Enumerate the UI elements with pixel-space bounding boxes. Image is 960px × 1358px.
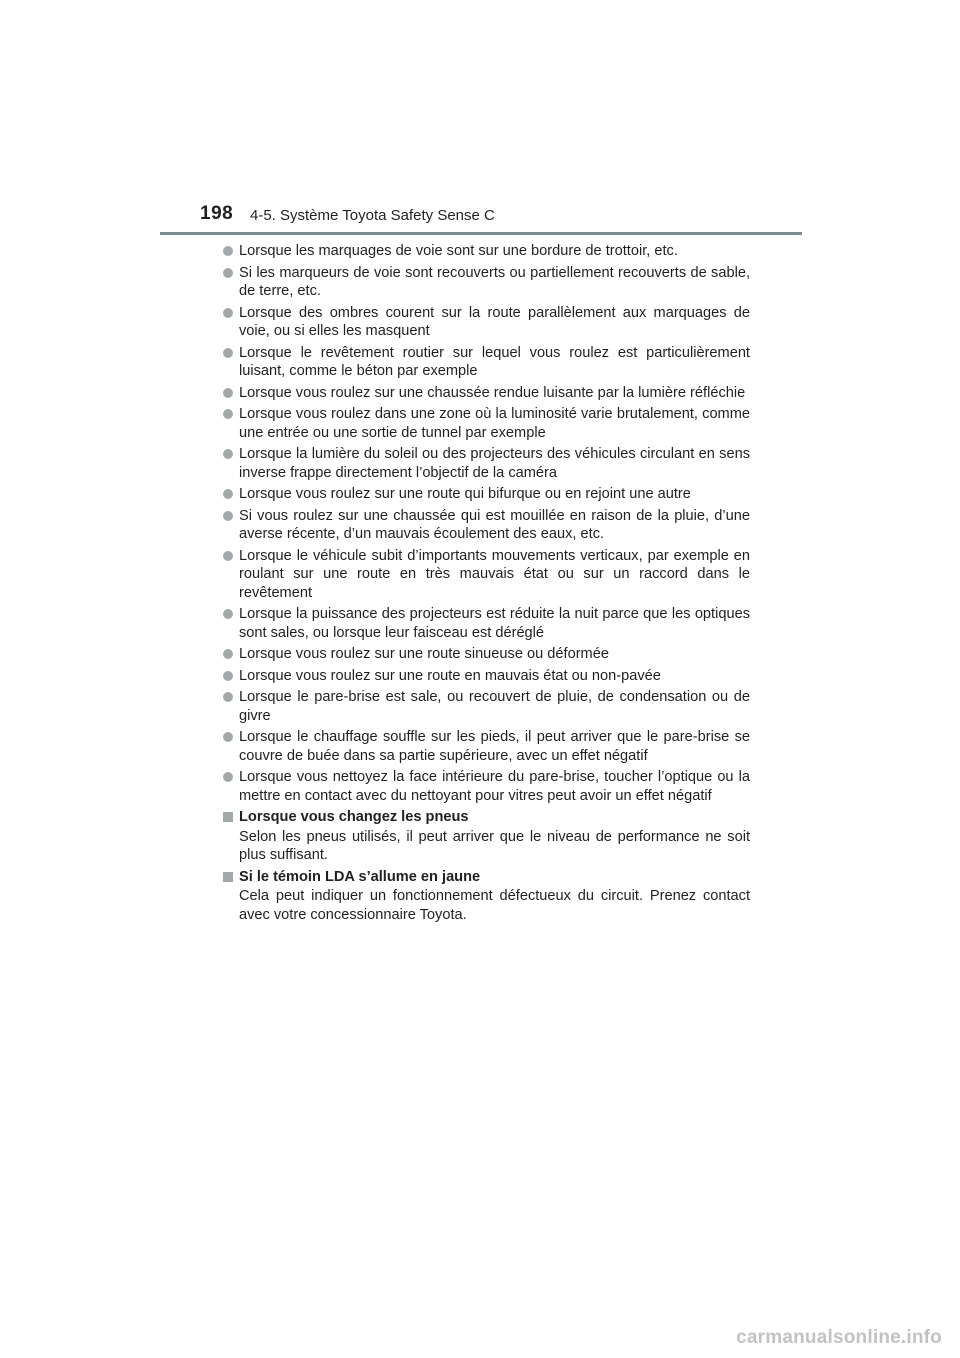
list-item-text: Lorsque le chauffage souffle sur les pieds, il peut arriver que le pare-brise se couvre de buée dans sa partie supérieure, avec un effet négatif <box>239 729 750 764</box>
bullet-circle-icon <box>223 692 233 702</box>
page-number: 198 <box>200 203 234 224</box>
list-item-text: Lorsque des ombres courent sur la route parallèlement aux marquages de voie, ou si elles les masquent <box>239 304 750 339</box>
subsection-heading-text: Lorsque vous changez les pneus <box>239 809 469 825</box>
list-item <box>222 445 750 482</box>
bullet-circle-icon <box>223 308 233 318</box>
list-item-text: Lorsque le revêtement routier sur lequel vous roulez est particulièrement luisant, comme le béton par exemple <box>239 344 750 379</box>
page-content <box>222 242 750 927</box>
subsection-lda-indicator <box>222 868 750 925</box>
list-item-text: Si les marqueurs de voie sont recouverts ou partiellement recouverts de sable, de terre, etc. <box>239 264 750 299</box>
subsection-body: Cela peut indiquer un fonctionnement défectueux du circuit. Prenez contact avec votre concessionnaire Toyota. <box>239 888 750 923</box>
bullet-circle-icon <box>223 246 233 256</box>
list-item-text: Lorsque le pare-brise est sale, ou recouvert de pluie, de condensation ou de givre <box>239 689 750 724</box>
watermark-text: carmanualsonline.info <box>736 1327 942 1348</box>
bullet-circle-icon <box>223 551 233 561</box>
list-item <box>222 344 750 381</box>
list-item-text: Lorsque vous roulez dans une zone où la luminosité varie brutalement, comme une entrée ou une sortie de tunnel par exemple <box>239 406 750 441</box>
list-item <box>222 405 750 442</box>
list-item <box>222 242 750 261</box>
bullet-circle-icon <box>223 489 233 499</box>
page-header <box>0 0 960 240</box>
list-item <box>222 667 750 686</box>
list-item <box>222 384 750 403</box>
bullet-circle-icon <box>223 671 233 681</box>
bullet-circle-icon <box>223 609 233 619</box>
list-item-text: Lorsque vous roulez sur une route sinueuse ou déformée <box>239 646 609 662</box>
list-item <box>222 728 750 765</box>
list-item-text: Lorsque la puissance des projecteurs est réduite la nuit parce que les optiques sont sales, ou lorsque leur faisceau est déréglé <box>239 606 750 641</box>
list-item <box>222 768 750 805</box>
bullet-circle-icon <box>223 449 233 459</box>
list-item <box>222 547 750 603</box>
bullet-circle-icon <box>223 732 233 742</box>
subsection-heading <box>222 808 750 827</box>
list-item <box>222 485 750 504</box>
subsection-body: Selon les pneus utilisés, il peut arriver que le niveau de performance ne soit plus suffisant. <box>239 828 750 863</box>
square-bullet-icon <box>223 872 233 882</box>
list-item-text: Lorsque vous nettoyez la face intérieure du pare-brise, toucher l’optique ou la mettre en contact avec du nettoyant pour vitres peut avoir un effet négatif <box>239 769 750 804</box>
subsection-tire-change <box>222 808 750 865</box>
bullet-circle-icon <box>223 388 233 398</box>
bullet-circle-icon <box>223 511 233 521</box>
list-item <box>222 688 750 725</box>
list-item <box>222 645 750 664</box>
list-item <box>222 507 750 544</box>
list-item-text: Si vous roulez sur une chaussée qui est mouillée en raison de la pluie, d’une averse récente, d’un mauvais écoulement des eaux, etc. <box>239 507 750 542</box>
bullet-circle-icon <box>223 772 233 782</box>
bullet-circle-icon <box>223 268 233 278</box>
list-item-text: Lorsque vous roulez sur une route qui bifurque ou en rejoint une autre <box>239 486 691 502</box>
list-item <box>222 264 750 301</box>
list-item-text: Lorsque la lumière du soleil ou des projecteurs des véhicules circulant en sens inverse frappe directement l’objectif de la caméra <box>239 446 750 481</box>
header-divider <box>160 232 802 235</box>
bullet-circle-icon <box>223 649 233 659</box>
subsection-heading <box>222 868 750 887</box>
subsection-heading-text: Si le témoin LDA s’allume en jaune <box>239 868 481 885</box>
list-item <box>222 605 750 642</box>
list-item <box>222 304 750 341</box>
bullet-circle-icon <box>223 409 233 419</box>
list-item-text: Lorsque vous roulez sur une chaussée rendue luisante par la lumière réfléchie <box>239 384 746 401</box>
bullet-circle-icon <box>223 348 233 358</box>
list-item-text: Lorsque vous roulez sur une route en mauvais état ou non-pavée <box>239 667 661 684</box>
list-item-text: Lorsque le véhicule subit d’importants mouvements verticaux, par exemple en roulant sur une route en très mauvais état ou sur un raccord dans le revêtement <box>239 547 750 601</box>
list-item-text: Lorsque les marquages de voie sont sur une bordure de trottoir, etc. <box>239 243 678 259</box>
section-title: 4-5. Système Toyota Safety Sense C <box>250 207 495 224</box>
square-bullet-icon <box>223 812 233 822</box>
